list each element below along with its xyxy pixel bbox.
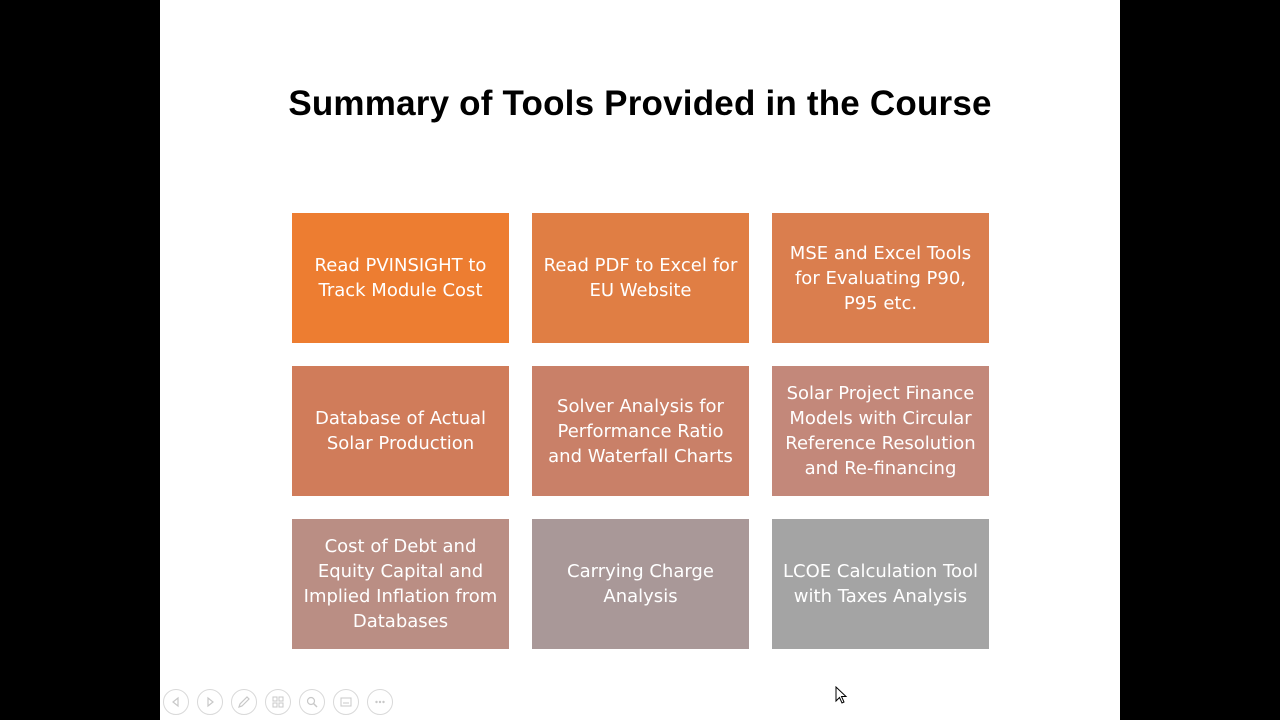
see-all-slides-button[interactable] — [265, 689, 291, 715]
tile-mse-tools — [772, 213, 989, 343]
mouse-cursor-icon — [835, 686, 849, 706]
previous-slide-button[interactable] — [163, 689, 189, 715]
tile-solar-production-database — [292, 366, 509, 496]
tile-label: Read PDF to Excel for EU Website — [543, 255, 738, 301]
tile-cost-of-capital — [292, 519, 509, 649]
tile-project-finance-models — [772, 366, 989, 496]
pen-icon — [237, 695, 251, 709]
pen-tool-button[interactable] — [231, 689, 257, 715]
slideshow-controls — [163, 689, 393, 715]
more-options-button[interactable] — [367, 689, 393, 715]
tile-lcoe-tool — [772, 519, 989, 649]
tile-carrying-charge — [532, 519, 749, 649]
slide — [160, 0, 1120, 720]
zoom-button[interactable] — [299, 689, 325, 715]
next-slide-button[interactable] — [197, 689, 223, 715]
subtitles-icon — [339, 695, 353, 709]
slides-icon — [271, 695, 285, 709]
tile-pdf-to-excel — [532, 213, 749, 343]
tile-label: Solar Project Finance Models with Circular Reference Resolution and Re-financing — [785, 383, 976, 479]
zoom-icon — [305, 695, 319, 709]
slide-title: Summary of Tools Provided in the Course — [288, 84, 992, 123]
tile-label: Cost of Debt and Equity Capital and Implied Inflation from Databases — [303, 536, 498, 632]
previous-icon — [170, 696, 182, 708]
subtitles-button[interactable] — [333, 689, 359, 715]
tile-label: Database of Actual Solar Production — [314, 408, 487, 454]
tools-grid — [292, 213, 989, 648]
tile-solver-analysis — [532, 366, 749, 496]
more-icon — [373, 695, 387, 709]
tile-label: Solver Analysis for Performance Ratio and Waterfall Charts — [548, 395, 733, 467]
tile-label: Read PVINSIGHT to Track Module Cost — [314, 255, 487, 301]
tile-label: Carrying Charge Analysis — [567, 561, 714, 607]
tile-pvinsight — [292, 213, 509, 343]
next-icon — [204, 696, 216, 708]
tile-label: MSE and Excel Tools for Evaluating P90, P95 etc. — [789, 242, 972, 314]
tile-label: LCOE Calculation Tool with Taxes Analysis — [783, 561, 978, 607]
